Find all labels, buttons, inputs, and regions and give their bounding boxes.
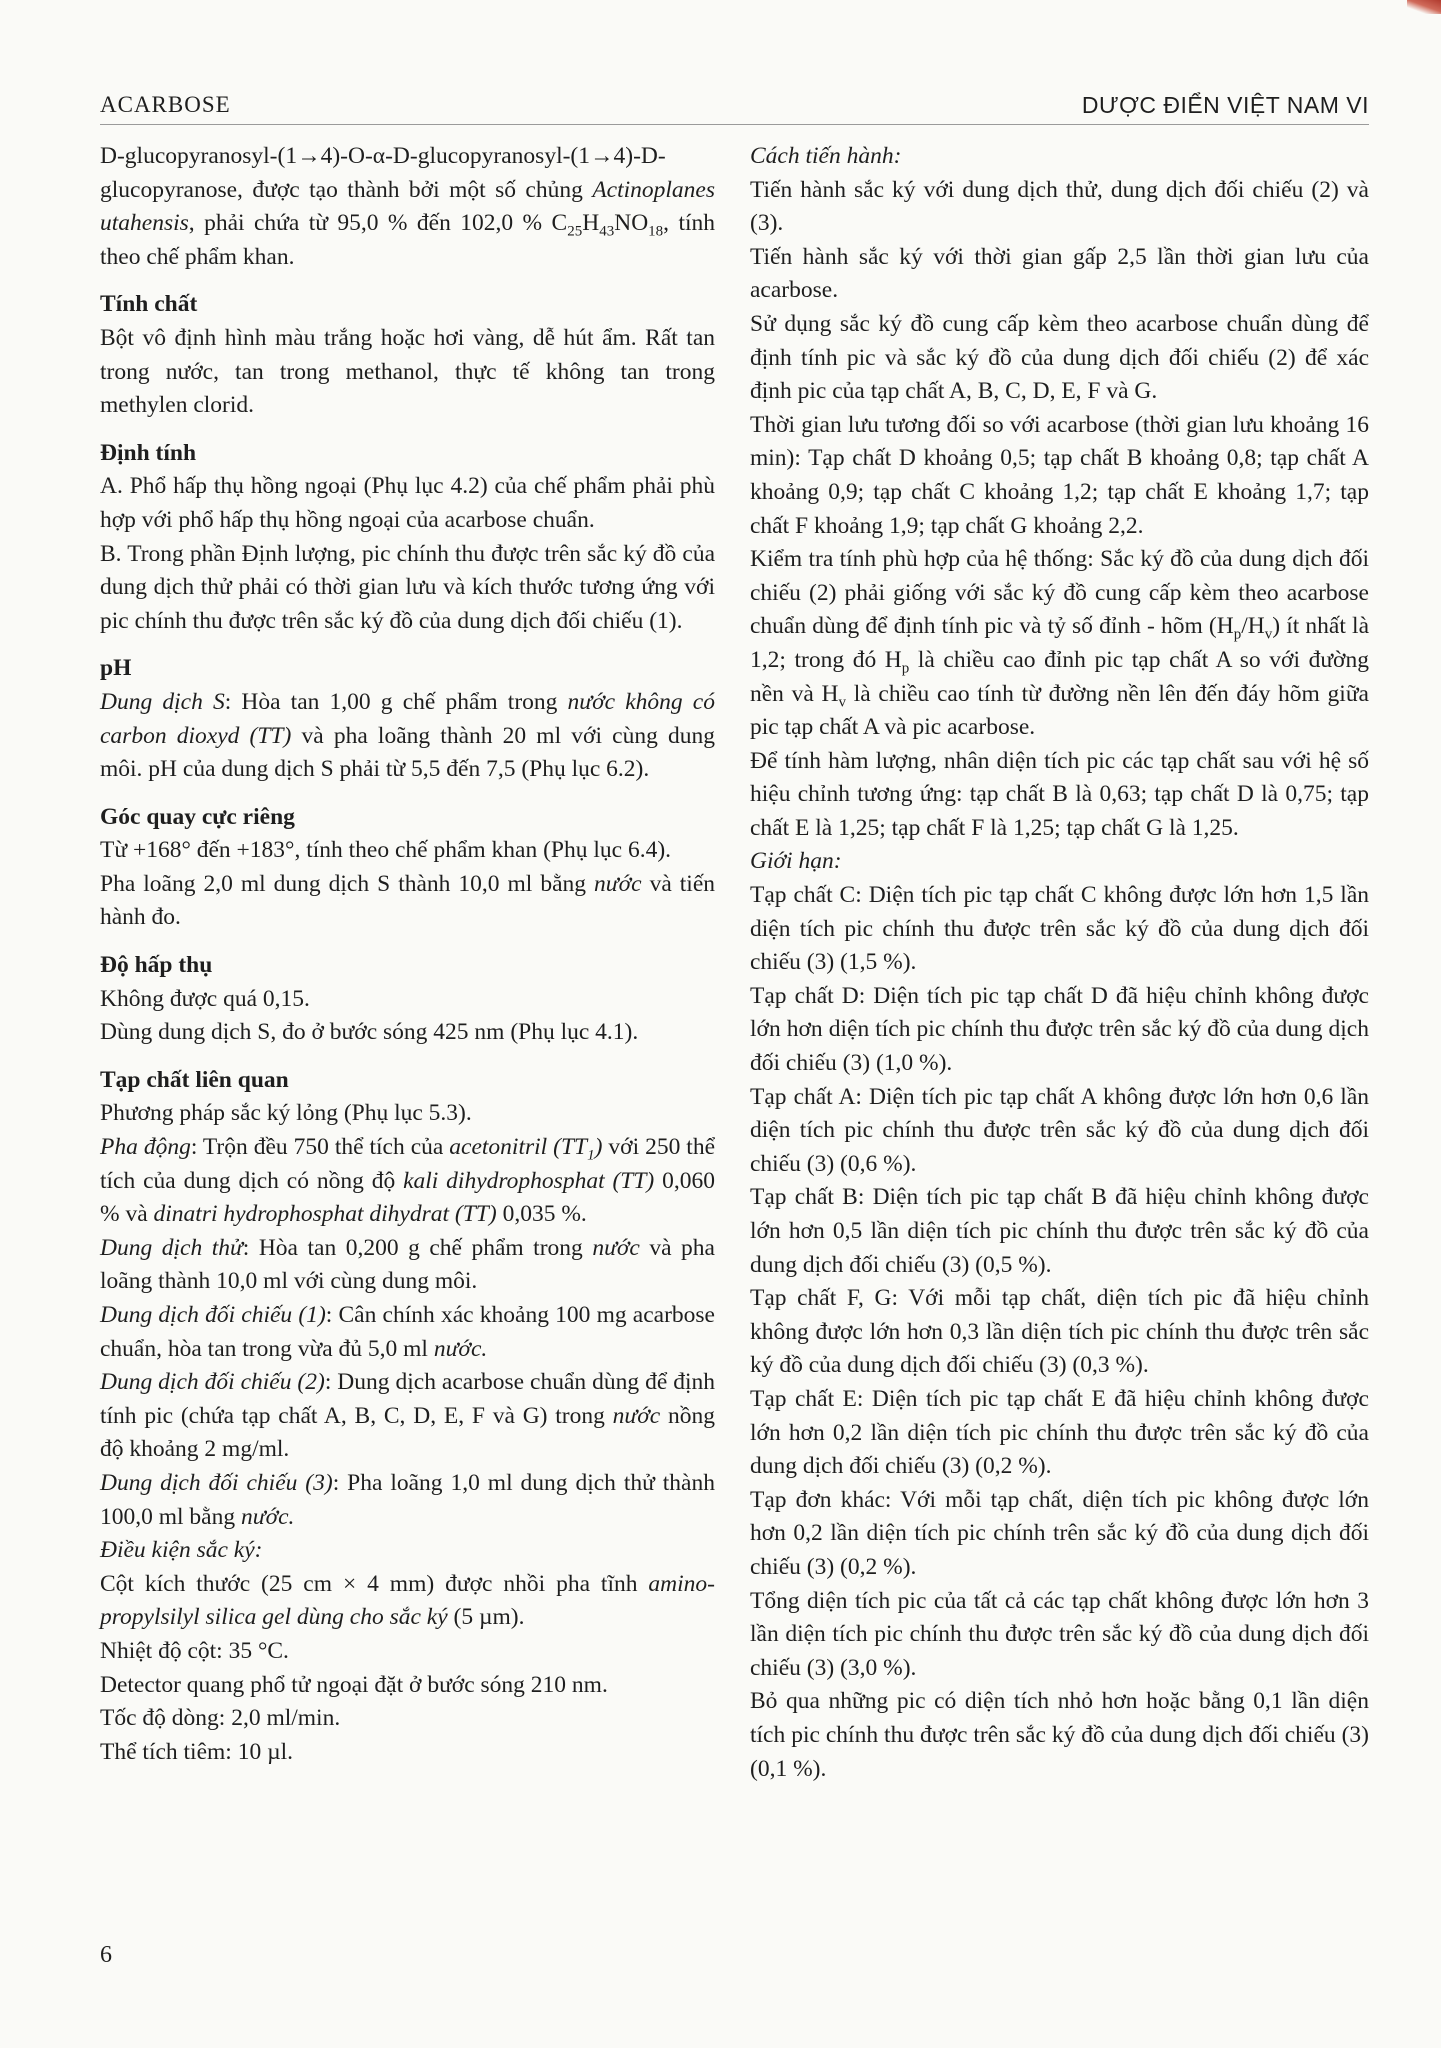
- dieu-kien-label: [100, 1534, 715, 1568]
- intro-text-1: D-glucopyranosyl-(1→4)-O-α-D-glucopyranosyl-(1→4)-D-glucopyranose, được tạo thành bởi một số chủng: [100, 143, 666, 203]
- suitability-text-3: là chiều cao đỉnh pic tạp chất A so với đường nền và H: [750, 646, 1369, 707]
- suitability-text-1: Kiểm tra tính phù hợp của hệ thống: Sắc ký đồ của dung dịch đối chiếu (2) phải giống với sắc ký đồ cung cấp kèm theo acarbose chuẩn dùng để định tính pic và tỷ số đỉnh - hõm (H: [750, 546, 1369, 640]
- ph-solution-label: Dung dịch S: [100, 688, 225, 715]
- suitability-text-4: là chiều cao tính từ đường nền lên đến đáy hõm giữa pic tạp chất A và pic acarbose.: [750, 680, 1369, 741]
- section-heading-ph: pH: [100, 655, 132, 682]
- header-book-title: DƯỢC ĐIỂN VIỆT NAM VI: [1081, 92, 1369, 118]
- pha-dong-text-4: 0,035 %.: [496, 1201, 587, 1228]
- system-suitability-paragraph: [750, 543, 1369, 745]
- ph-paragraph: [100, 686, 715, 787]
- section-heading-dinh-tinh: Định tính: [100, 439, 197, 466]
- do-hap-thu-limit: Không được quá 0,15.: [100, 985, 310, 1012]
- doi-chieu-3-label: Dung dịch đối chiếu (3): [100, 1469, 333, 1496]
- tap-chat-method: Phương pháp sắc ký lỏng (Phụ lục 5.3).: [100, 1100, 472, 1127]
- goc-quay-reagent: nước: [594, 870, 642, 897]
- doi-chieu-2-label: Dung dịch đối chiếu (2): [100, 1369, 325, 1396]
- formula-h-count: 43: [599, 223, 615, 240]
- ph-reagent: nước không có carbon dioxyd (TT): [100, 688, 715, 749]
- limit-impurity-d: Tạp chất D: Diện tích pic tạp chất D đã hiệu chỉnh không được lớn hơn diện tích pic chính thu được trên sắc ký đồ của dung dịch đối chiếu (3) (1,0 %).: [750, 982, 1369, 1077]
- goc-quay-text-2: và tiến hành đo.: [100, 870, 716, 931]
- pha-dong-paragraph: [100, 1131, 715, 1232]
- detector-line: Detector quang phổ tử ngoại đặt ở bước sóng 210 nm.: [100, 1671, 608, 1698]
- gioi-han-label-text: Giới hạn:: [750, 848, 842, 875]
- page-number: 6: [100, 1942, 112, 1968]
- pha-dong-reagent-1-sub: 1: [587, 1147, 595, 1164]
- retention-times-paragraph: Thời gian lưu tương đối so với acarbose (thời gian lưu khoảng 16 min): Tạp chất D khoảng 0,5; tạp chất B khoảng 0,8; tạp chất A khoảng 0,9; tạp chất C khoảng 1,2; tạp chất E khoảng 1,7; tạp chất F khoảng 1,9; tạp chất G khoảng 2,2.: [750, 411, 1369, 539]
- intro-text-2: , phải chứa từ 95,0 % đến 102,0 %: [188, 210, 543, 237]
- doi-chieu-2-reagent: nước: [612, 1402, 661, 1429]
- pha-dong-reagent-3: dinatri hydrophosphat dihydrat (TT): [153, 1201, 497, 1228]
- doi-chieu-3-paragraph: [100, 1467, 715, 1534]
- ph-text-2: và pha loãng thành 20 ml với cùng dung môi. pH của dung dịch S phải từ 5,5 đến 7,5 (Phụ lục 6.2).: [100, 722, 715, 783]
- section-heading-goc-quay: Góc quay cực riêng: [100, 803, 295, 830]
- suitability-sub-v-2: v: [838, 694, 847, 711]
- section-heading-tap-chat: Tạp chất liên quan: [100, 1066, 289, 1093]
- toc-do-dong: Tốc độ dòng: 2,0 ml/min.: [100, 1705, 341, 1732]
- pha-dong-reagent-2: kali dihydrophosphat (TT): [403, 1167, 655, 1194]
- dung-dich-thu-text-2: và pha loãng thành 10,0 ml với cùng dung môi.: [100, 1234, 715, 1295]
- doi-chieu-3-text: : Pha loãng 1,0 ml dung dịch thử thành 100,0 ml bằng: [100, 1469, 715, 1530]
- dung-dich-thu-paragraph: [100, 1232, 715, 1299]
- cach-tien-hanh-label: [750, 140, 1369, 174]
- formula-h: H: [582, 210, 600, 237]
- doi-chieu-1-reagent: nước.: [433, 1335, 488, 1362]
- doi-chieu-1-label: Dung dịch đối chiếu (1): [100, 1302, 326, 1328]
- pha-dong-reagent-1: [449, 1134, 603, 1164]
- disregard-limit: Bỏ qua những pic có diện tích nhỏ hơn hoặc bằng 0,1 lần diện tích pic chính thu được trên sắc ký đồ của dung dịch đối chiếu (3) (0,1 %).: [750, 1688, 1369, 1782]
- limit-impurity-b: Tạp chất B: Diện tích pic tạp chất B đã hiệu chỉnh không được lớn hơn 0,5 lần diện tích pic chính thu được trên sắc ký đồ của dung dịch đối chiếu (3) (0,5 %).: [750, 1184, 1369, 1278]
- pha-dong-text-2: với 250 thể tích của dung dịch có nồng độ: [100, 1134, 716, 1194]
- pha-dong-label: Pha động: [100, 1134, 191, 1161]
- cot-text-2: (5 µm).: [447, 1604, 525, 1631]
- header-monograph-title: ACARBOSE: [100, 92, 231, 117]
- cach-tien-hanh-label-text: Cách tiến hành:: [750, 143, 902, 169]
- dung-dich-thu-label: Dung dịch thử: [100, 1234, 243, 1261]
- goc-quay-text-1: Pha loãng 2,0 ml dung dịch S thành 10,0 ml bằng: [100, 870, 595, 897]
- suitability-sub-v-1: v: [1264, 627, 1273, 643]
- procedure-paragraph-2: Tiến hành sắc ký với thời gian gấp 2,5 lần thời gian lưu của acarbose.: [750, 243, 1369, 304]
- goc-quay-method: [100, 868, 715, 935]
- pha-dong-reagent-1-end: ): [594, 1134, 603, 1161]
- doi-chieu-2-text-1: : Dung dịch acarbose chuẩn dùng để định tính pic (chứa tạp chất A, B, C, D, E, F và G) trong: [100, 1369, 715, 1429]
- ph-text-1: : Hòa tan 1,00 g chế phẩm trong: [224, 688, 568, 715]
- procedure-paragraph-3: Sử dụng sắc ký đồ cung cấp kèm theo acarbose chuẩn dùng để định tính pic và sắc ký đồ của dung dịch đối chiếu (2) để xác định pic của tạp chất A, B, C, D, E, F và G.: [750, 310, 1369, 405]
- pha-dong-text-3: 0,060 % và: [100, 1167, 716, 1228]
- formula-o-count: 18: [648, 223, 664, 240]
- doi-chieu-3-reagent: nước.: [241, 1503, 295, 1530]
- dinh-tinh-b: B. Trong phần Định lượng, pic chính thu được trên sắc ký đồ của dung dịch thử phải có thời gian lưu và kích thước tương ứng với pic chính thu được trên sắc ký đồ của dung dịch đối chiếu (1).: [100, 540, 715, 634]
- dieu-kien-label-text: Điều kiện sắc ký:: [100, 1537, 263, 1564]
- limit-impurity-f-g: Tạp chất F, G: Với mỗi tạp chất, diện tích pic đã hiệu chỉnh không được lớn hơn 0,3 lần diện tích pic chính thu được trên sắc ký đồ của dung dịch đối chiếu (3) (0,3 %).: [750, 1285, 1369, 1379]
- doi-chieu-2-text-2: nồng độ khoảng 2 mg/ml.: [100, 1402, 716, 1463]
- procedure-paragraph-1: Tiến hành sắc ký với dung dịch thử, dung dịch đối chiếu (2) và (3).: [750, 176, 1369, 237]
- the-tich-tiem: Thể tích tiêm: 10 µl.: [100, 1738, 294, 1765]
- limit-impurity-c: Tạp chất C: Diện tích pic tạp chất C không được lớn hơn 1,5 lần diện tích pic chính thu được trên sắc ký đồ của dung dịch đối chiếu (3) (1,5 %).: [750, 882, 1369, 976]
- running-header: [100, 92, 1369, 125]
- suitability-slash: /H: [1241, 613, 1265, 640]
- dung-dich-thu-reagent: nước: [592, 1234, 640, 1261]
- left-column: [100, 140, 715, 1769]
- right-column: [750, 140, 1369, 1786]
- limit-impurity-e: Tạp chất E: Diện tích pic tạp chất E đã hiệu chỉnh không được lớn hơn 0,2 lần diện tích pic chính thu được trên sắc ký đồ của dung dịch đối chiếu (3) (0,2 %).: [750, 1385, 1369, 1480]
- section-heading-tinh-chat: Tính chất: [100, 291, 198, 318]
- dinh-tinh-a: A. Phổ hấp thụ hồng ngoại (Phụ lục 4.2) của chế phẩm phải phù hợp với phổ hấp thụ hồng ngoại của acarbose chuẩn.: [100, 473, 715, 533]
- limit-impurity-a: Tạp chất A: Diện tích pic tạp chất A không được lớn hơn 0,6 lần diện tích pic chính thu được trên sắc ký đồ của dung dịch đối chiếu (3) (0,6 %).: [750, 1083, 1369, 1177]
- page-corner-mark: [1407, 0, 1441, 14]
- suitability-sub-p-2: p: [901, 660, 910, 677]
- pha-dong-text-1: : Trộn đều 750 thể tích của: [190, 1134, 450, 1161]
- tinh-chat-text: Bột vô định hình màu trắng hoặc hơi vàng, dễ hút ẩm. Rất tan trong nước, tan trong methanol, thực tế không tan trong methylen clorid.: [100, 324, 715, 419]
- molecular-formula: [551, 210, 664, 240]
- section-heading-do-hap-thu: Độ hấp thụ: [100, 952, 213, 979]
- doi-chieu-2-paragraph: [100, 1366, 715, 1467]
- gioi-han-label: [750, 845, 1369, 879]
- dung-dich-thu-text-1: : Hòa tan 0,200 g chế phẩm trong: [242, 1234, 593, 1261]
- limit-other-impurities: Tạp đơn khác: Với mỗi tạp chất, diện tích pic không được lớn hơn 0,2 lần diện tích pic chính trên sắc ký đồ của dung dịch đối chiếu (3) (0,2 %).: [750, 1486, 1369, 1580]
- correction-factors-paragraph: Để tính hàm lượng, nhân diện tích pic các tạp chất sau với hệ số hiệu chỉnh tương ứng: tạp chất B là 0,63; tạp chất D là 0,75; tạp chất E là 1,25; tạp chất F là 1,25; tạp chất G là 1,25.: [750, 747, 1369, 841]
- cot-paragraph: [100, 1568, 715, 1635]
- do-hap-thu-method: Dùng dung dịch S, đo ở bước sóng 425 nm (Phụ lục 4.1).: [100, 1019, 639, 1046]
- suitability-text-2: ) ít nhất là 1,2; trong đó H: [750, 613, 1369, 673]
- pha-dong-reagent-1-name: acetonitril (TT: [449, 1134, 588, 1161]
- formula-no: NO: [614, 210, 649, 237]
- doi-chieu-1-text: : Cân chính xác khoảng 100 mg acarbose chuẩn, hòa tan trong vừa đủ 5,0 ml: [100, 1302, 715, 1362]
- organism-name: Actinoplanes utahensis: [100, 176, 716, 237]
- goc-quay-range: Từ +168° đến +183°, tính theo chế phẩm khan (Phụ lục 6.4).: [100, 837, 672, 864]
- cot-text-1: Cột kích thước (25 cm × 4 mm) được nhồi pha tĩnh: [100, 1570, 649, 1597]
- intro-paragraph: [100, 140, 715, 274]
- limit-total-impurities: Tổng diện tích pic của tất cả các tạp chất không được lớn hơn 3 lần diện tích pic chính thu được trên sắc ký đồ của dung dịch đối chiếu (3) (3,0 %).: [750, 1587, 1369, 1681]
- intro-text-3: , tính theo chế phẩm khan.: [100, 210, 716, 270]
- suitability-sub-p-1: p: [1233, 627, 1242, 643]
- formula-c-count: 25: [567, 223, 583, 240]
- cot-stationary-phase: amino-propylsilyl silica gel dùng cho sắc ký: [100, 1570, 715, 1631]
- formula-c: C: [551, 210, 568, 237]
- doi-chieu-1-paragraph: [100, 1299, 715, 1366]
- nhiet-do-cot: Nhiệt độ cột: 35 °C.: [100, 1637, 289, 1664]
